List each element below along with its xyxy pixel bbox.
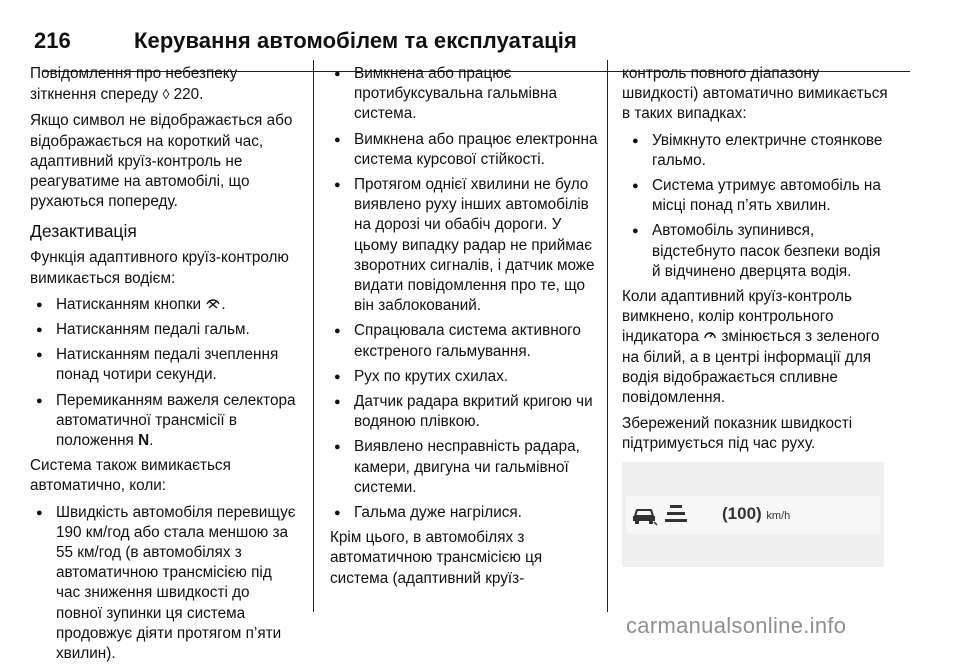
column-divider-1 — [313, 60, 314, 612]
list-item: ● Автомобіль зупинився, відстебнуто пасок безпеки водія й відчинено дверцята водія. — [626, 221, 892, 282]
cruise-cancel-icon — [205, 298, 221, 310]
following-distance-icon — [664, 502, 688, 526]
column-3 — [622, 64, 892, 461]
watermark: carmanualsonline.info — [626, 613, 847, 638]
auto-off-list-continued — [330, 64, 598, 523]
list-item: ● Швидкість автомобіля перевищує 190 км/год або стала меншою за 55 км/год (в автомобілях з автоматичною трансмісією під час зниження швидкості до повної зупинки ця система продовжує діяти протягом п’яти хвилин). — [30, 503, 298, 665]
list-item: ● Перемиканням важеля селектора автоматичної трансмісії в положення N. — [30, 391, 298, 452]
list-item: ● Виявлено несправність радара, камери, двигуна чи гальмівної системи. — [330, 437, 598, 498]
paragraph-deactivation-intro: Функція адаптивного круїз-контролю вимикається водієм: — [30, 249, 289, 287]
paragraph-full-range: контроль повного діапазону швидкості) автоматично вимикається в таких випадках: — [622, 65, 888, 123]
paragraph-auto-off-intro: Система також вимикається автоматично, коли: — [30, 457, 231, 495]
list-item: ● Система утримує автомобіль на місці понад п’ять хвилин. — [626, 176, 892, 216]
set-speed-readout: (100) km/h — [722, 504, 791, 523]
paragraph-auto-transmission: Крім цього, в автомобілях з автоматичною трансмісією ця система (адаптивний круїз- — [330, 529, 543, 587]
auto-off-list — [30, 503, 298, 665]
cruise-indicator-icon — [703, 329, 717, 342]
list-item: ● Увімкнуто електричне стоянкове гальмо. — [626, 131, 892, 171]
list-item: ● Рух по крутих схилах. — [330, 367, 598, 387]
full-range-off-list — [626, 131, 892, 282]
list-item: ● Натисканням педалі зчеплення понад чотири секунди. — [30, 345, 298, 385]
page-header — [24, 22, 934, 62]
paragraph-collision-alert: Повідомлення про небезпеку зіткнення спереду ◊ 220. — [30, 65, 238, 104]
list-item: ● Натисканням педалі гальм. — [30, 320, 298, 340]
vehicle-ahead-icon — [630, 502, 658, 526]
page-ref-arrow-icon: ◊ — [162, 86, 170, 103]
list-item: ● Натисканням кнопки . — [30, 295, 298, 315]
page-number: 216 — [34, 28, 71, 53]
deactivation-list — [30, 295, 298, 451]
cluster-display-illustration — [622, 462, 884, 567]
section-heading: Дезактивація — [30, 221, 137, 242]
column-1 — [30, 64, 298, 669]
column-2 — [330, 64, 598, 595]
list-item: ● Гальма дуже нагрілися. — [330, 503, 598, 523]
cluster-status-bar — [626, 496, 880, 534]
paragraph-stored-speed: Збережений показник швидкості підтримується під час руху. — [622, 415, 853, 453]
page-title: Керування автомобілем та експлуатація — [134, 28, 577, 53]
list-item: ● Вимкнена або працює протибуксувальна гальмівна система. — [330, 64, 598, 125]
list-item: ● Протягом однієї хвилини не було виявлено руху інших автомобілів на дорозі чи обабіч дороги. У цьому випадку радар не приймає зворотних сигналів, і датчик може видати повідомлення про те, що він заблокований. — [330, 175, 598, 316]
column-divider-2 — [607, 60, 608, 612]
list-item: ● Спрацювала система активного екстреного гальмування. — [330, 321, 598, 361]
paragraph-symbol-note: Якщо символ не відображається або відображається на короткий час, адаптивний круїз-контроль не реагуватиме на автомобілі, що рухаються попереду. — [30, 112, 293, 211]
speed-unit: km/h — [766, 510, 791, 522]
list-item: ● Вимкнена або працює електронна система курсової стійкості. — [330, 130, 598, 170]
paragraph-indicator-color: Коли адаптивний круїз-контроль вимкнено, колір контрольного індикатора змінюється з зеленого на білий, а в центрі інформації для водія відображається спливне повідомлення. — [622, 288, 880, 407]
list-item: ● Датчик радара вкритий кригою чи водяною плівкою. — [330, 392, 598, 432]
